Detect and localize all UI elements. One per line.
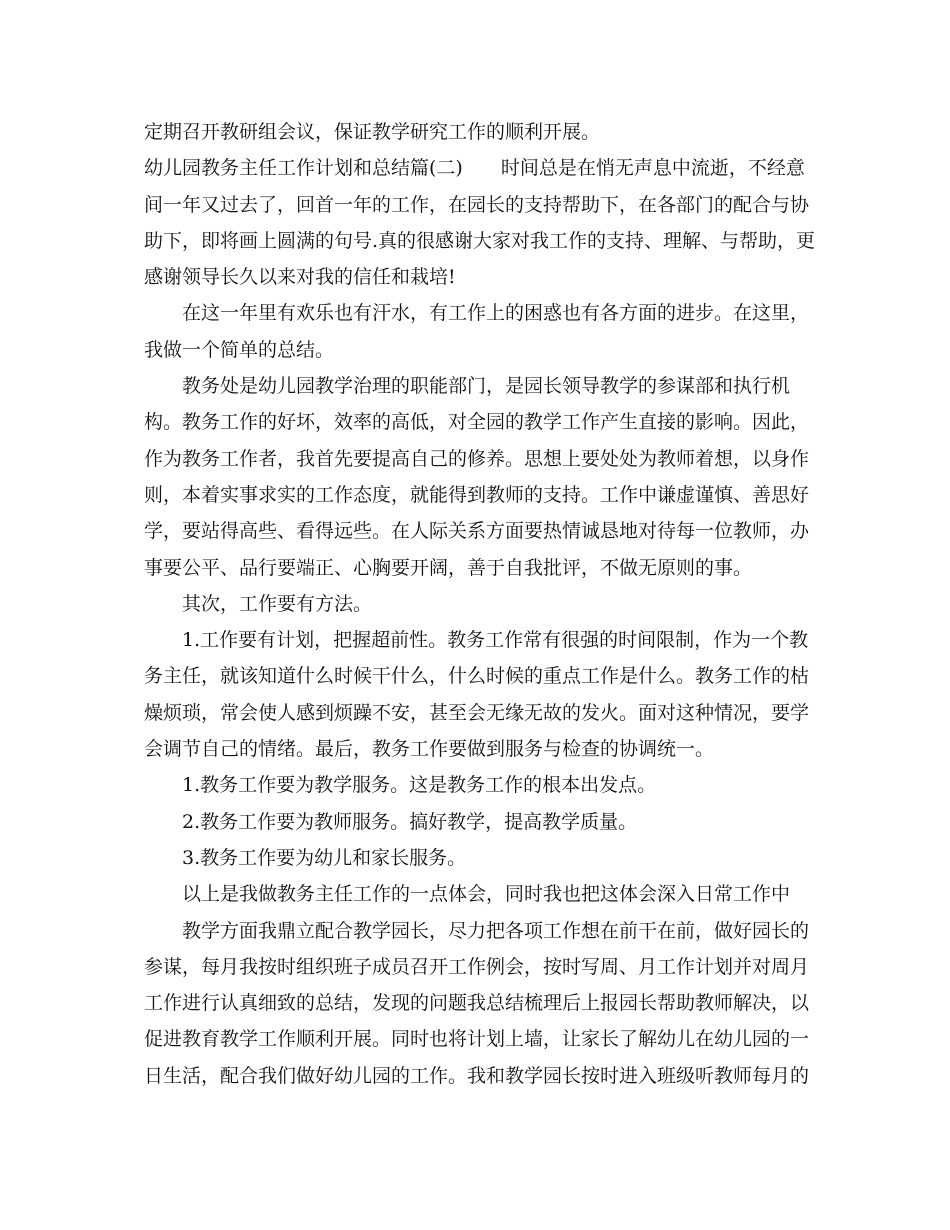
text-line: 促进教育教学工作顺利开展。同时也将计划上墙，让家长了解幼儿在幼儿园的一 — [144, 1028, 810, 1051]
document-body — [144, 114, 814, 1094]
text-line: 工作进行认真细致的总结，发现的问题我总结梳理后上报园长帮助教师解决，以 — [144, 992, 810, 1015]
list-item: 1.教务工作要为教学服务。这是教务工作的根本出发点。 — [182, 774, 657, 797]
section-heading: 幼儿园教务主任工作计划和总结篇(二) — [144, 157, 463, 180]
text-line: 间一年又过去了，回首一年的工作，在园长的支持帮助下，在各部门的配合与协 — [144, 193, 810, 216]
text-line: 定期召开教研组会议，保证教学研究工作的顺利开展。 — [144, 121, 601, 143]
text-line: 事要公平、品行要端正、心胸要开阔，善于自我批评，不做无原则的事。 — [144, 556, 753, 579]
text-line-with-heading — [144, 150, 814, 186]
paragraph-first-line: 在这一年里有欢乐也有汗水，有工作上的困惑也有各方面的进步。在这里， — [182, 302, 810, 325]
text-line: 构。教务工作的好坏，效率的高低，对全园的教学工作产生直接的影响。因此， — [144, 411, 810, 434]
list-item: 2.教务工作要为教师服务。搞好教学，提高教学质量。 — [182, 810, 638, 833]
text-line: 务主任，就该知道什么时候干什么，什么时候的重点工作是什么。教务工作的枯 — [144, 665, 810, 688]
paragraph-first-line: 教务处是幼儿园教学治理的职能部门，是园长领导教学的参谋部和执行机 — [182, 375, 791, 398]
text-line: 会调节自己的情绪。最后，教务工作要做到服务与检查的协调统一。 — [144, 738, 715, 761]
text-line-continuation: 时间总是在悄无声息中流逝，不经意 — [500, 157, 805, 180]
paragraph-first-line: 教学方面我鼎立配合教学园长，尽力把各项工作想在前干在前，做好园长的 — [182, 919, 810, 942]
text-line: 学，要站得高些、看得远些。在人际关系方面要热情诚恳地对待每一位教师，办 — [144, 520, 810, 543]
text-line: 则，本着实事求实的工作态度，就能得到教师的支持。工作中谦虚谨慎、善思好 — [144, 483, 810, 506]
text-line: 助下，即将画上圆满的句号.真的很感谢大家对我工作的支持、理解、与帮助，更 — [144, 229, 816, 252]
text-line: 日生活，配合我们做好幼儿园的工作。我和教学园长按时进入班级听教师每月的 — [144, 1064, 810, 1087]
list-item: 3.教务工作要为幼儿和家长服务。 — [182, 846, 467, 869]
paragraph-first-line: 其次，工作要有方法。 — [182, 592, 373, 615]
text-line: 感谢领导长久以来对我的信任和栽培! — [144, 266, 456, 289]
text-line: 燥烦琐，常会使人感到烦躁不安，甚至会无缘无故的发火。面对这种情况，要学 — [144, 701, 810, 724]
text-line: 作为教务工作者，我首先要提高自己的修养。思想上要处处为教师着想，以身作 — [144, 447, 810, 470]
paragraph-first-line: 1.工作要有计划，把握超前性。教务工作常有很强的时间限制，作为一个教 — [182, 629, 809, 652]
text-line: 我做一个简单的总结。 — [144, 338, 335, 361]
text-line: 参谋，每月我按时组织班子成员召开工作例会，按时写周、月工作计划并对周月 — [144, 955, 810, 978]
paragraph-first-line: 以上是我做教务主任工作的一点体会，同时我也把这体会深入日常工作中 — [182, 883, 791, 906]
